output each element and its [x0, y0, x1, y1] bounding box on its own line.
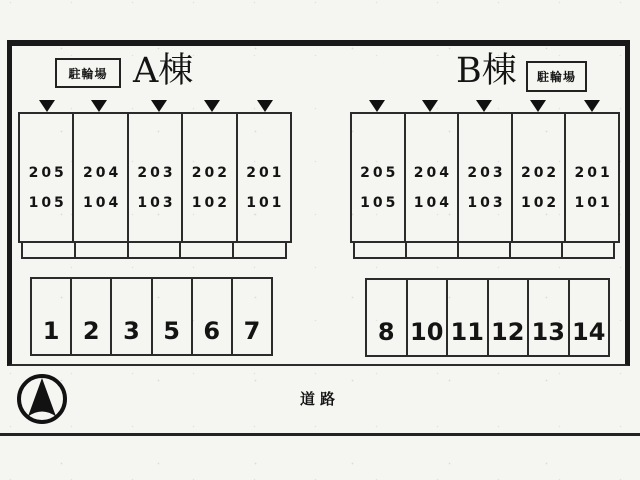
- parking-stall: 8: [367, 280, 408, 355]
- building-b: [350, 112, 620, 243]
- unit-number: 101: [246, 195, 285, 211]
- entrance-marker-icon: [476, 100, 492, 112]
- unit-number: 102: [191, 195, 231, 211]
- entrance-marker-icon: [530, 100, 546, 112]
- unit-number: 204: [413, 165, 452, 181]
- road-label: 道路: [299, 390, 340, 408]
- unit-number: 103: [467, 195, 506, 211]
- unit-number: 101: [574, 195, 613, 211]
- unit-cell: [20, 114, 74, 241]
- unit-number: 205: [360, 165, 399, 181]
- bike-parking-box-b: [526, 61, 587, 92]
- parking-row-right: [365, 278, 610, 357]
- parking-stall: 3: [112, 279, 152, 354]
- parking-stall: 11: [448, 280, 489, 355]
- unit-cell: [183, 114, 237, 241]
- parking-stall: 5: [153, 279, 193, 354]
- entrance-marker-icon: [369, 100, 385, 112]
- unit-number: 202: [520, 165, 560, 181]
- unit-number: 201: [246, 165, 285, 181]
- unit-number: 202: [191, 165, 231, 181]
- unit-cell: [352, 114, 406, 241]
- parking-stall: 12: [489, 280, 530, 355]
- unit-cell: [459, 114, 513, 241]
- unit-cell: [406, 114, 460, 241]
- unit-number: 201: [574, 165, 613, 181]
- entrance-marker-icon: [151, 100, 167, 112]
- entrance-marker-icon: [257, 100, 273, 112]
- unit-number: 104: [413, 195, 452, 211]
- unit-cell: [238, 114, 290, 241]
- bike-parking-label-b: 駐輪場: [536, 70, 576, 84]
- unit-number: 104: [82, 195, 122, 211]
- unit-number: 203: [467, 165, 506, 181]
- unit-number: 102: [520, 195, 560, 211]
- entrance-marker-icon: [91, 100, 107, 112]
- north-compass-icon: [15, 372, 69, 426]
- building-a-walkway: [21, 243, 287, 259]
- building-a-title: A棟: [133, 51, 194, 91]
- parking-row-left: [30, 277, 273, 356]
- parking-stall: 13: [529, 280, 570, 355]
- unit-number: 103: [137, 195, 176, 211]
- road-area: [0, 366, 640, 433]
- bike-parking-box-a: [55, 58, 121, 88]
- parking-stall: 6: [193, 279, 233, 354]
- parking-stall: 10: [408, 280, 449, 355]
- road-edge-line: [0, 433, 640, 436]
- entrance-marker-icon: [204, 100, 220, 112]
- unit-cell: [129, 114, 183, 241]
- unit-cell: [513, 114, 567, 241]
- unit-number: 105: [360, 195, 399, 211]
- building-b-title: B棟: [456, 51, 517, 91]
- building-b-walkway: [353, 243, 615, 259]
- unit-number: 105: [28, 195, 67, 211]
- entrance-marker-icon: [39, 100, 55, 112]
- unit-number: 204: [82, 165, 122, 181]
- building-a: [18, 112, 292, 243]
- unit-number: 203: [137, 165, 176, 181]
- parking-stall: 1: [32, 279, 72, 354]
- parking-stall: 7: [243, 317, 261, 345]
- unit-number: 205: [28, 165, 67, 181]
- parking-stall: 2: [72, 279, 112, 354]
- unit-cell: [566, 114, 618, 241]
- entrance-marker-icon: [584, 100, 600, 112]
- bike-parking-label-a: 駐輪場: [68, 66, 108, 81]
- unit-cell: [74, 114, 128, 241]
- parking-stall: 14: [572, 318, 606, 346]
- entrance-marker-icon: [422, 100, 438, 112]
